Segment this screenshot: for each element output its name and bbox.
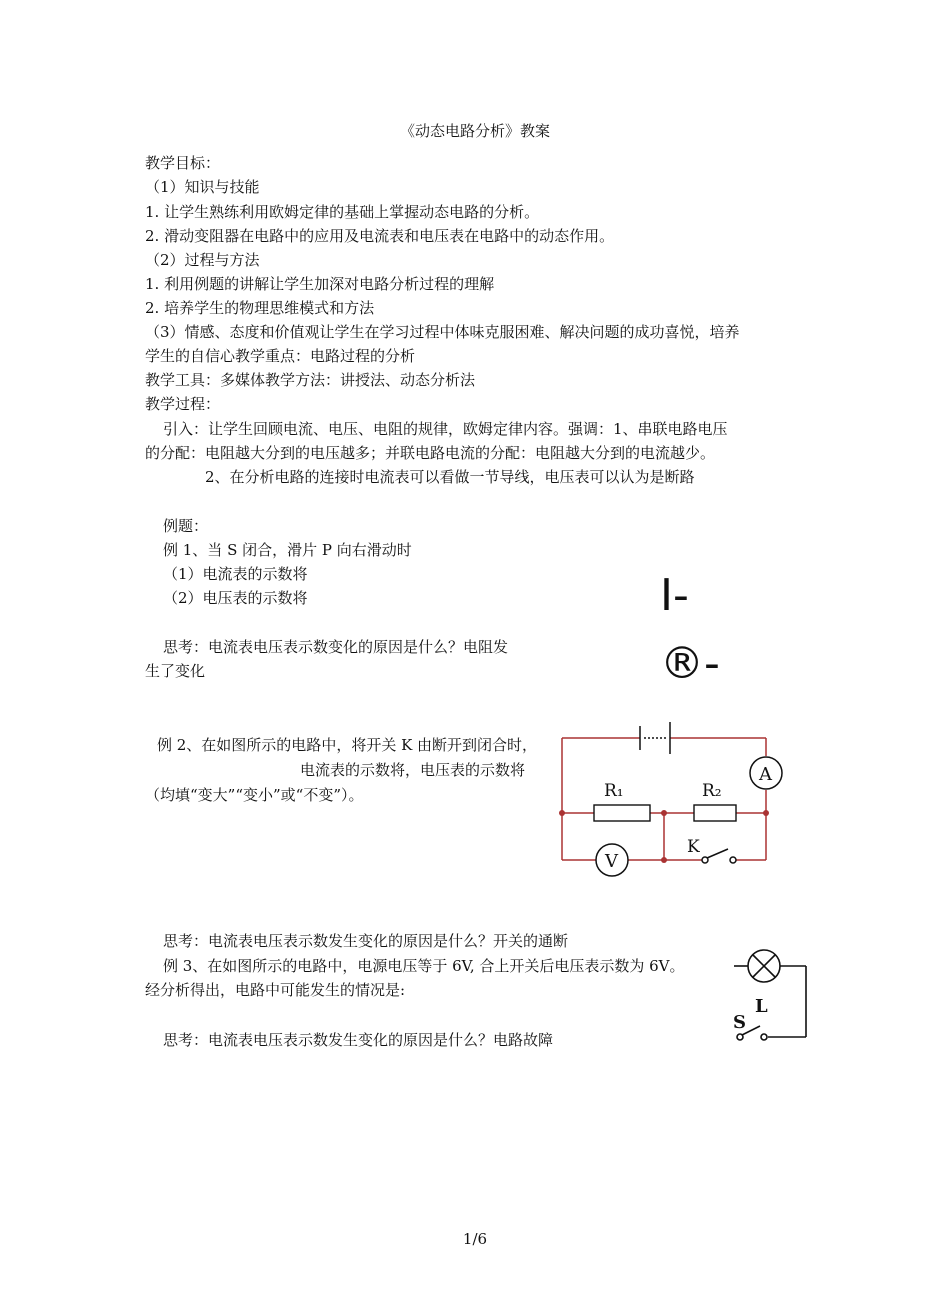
text-line: （1）知识与技能: [145, 178, 260, 196]
circuit-diagram-2: [550, 718, 790, 883]
example2-line: 电流表的示数将，电压表的示数将: [300, 761, 526, 779]
example3-line: 经分析得出，电路中可能发生的情况是:: [145, 981, 406, 999]
switch-label: K: [687, 837, 700, 857]
example2-line: （均填“变大”“变小”或“不变”）。: [145, 786, 364, 804]
example2-line: 例 2、在如图所示的电路中，将开关 K 由断开到闭合时，: [157, 736, 538, 754]
example3-think: 思考：电流表电压表示数发生变化的原因是什么？电路故障: [163, 1031, 554, 1049]
text-line: 教学目标：: [145, 154, 221, 172]
example1-q2: （2）电压表的示数将: [163, 589, 308, 607]
text-line: 的分配：电阻越大分到的电压越多；并联电路电流的分配：电阻越大分到的电流越少。: [145, 444, 716, 462]
document-title: 《动态电路分析》教案: [399, 122, 550, 140]
text-line: 教学过程：: [145, 395, 221, 413]
text-line: 2、在分析电路的连接时电流表可以看做一节导线，电压表可以认为是断路: [205, 468, 695, 486]
example1-think: 生了变化: [145, 662, 206, 680]
example1-think: 思考：电流表电压表示数变化的原因是什么？电阻发: [163, 638, 509, 656]
garbled-glyph: ®-: [660, 638, 720, 689]
example2-think: 思考：电流表电压表示数发生变化的原因是什么？开关的通断: [163, 932, 569, 950]
circuit-diagram-3: [730, 942, 815, 1050]
example3-line: 例 3、在如图所示的电路中，电源电压等于 6V, 合上开关后电压表示数为 6V。: [163, 957, 685, 975]
r1-label: R₁: [604, 781, 624, 801]
text-line: 教学工具：多媒体教学方法：讲授法、动态分析法: [145, 371, 476, 389]
example1-q1: （1）电流表的示数将: [163, 565, 308, 583]
lamp-label: L: [755, 996, 768, 1017]
text-line: 1. 利用例题的讲解让学生加深对电路分析过程的理解: [145, 275, 495, 293]
text-line: 引入：让学生回顾电流、电压、电阻的规律，欧姆定律内容。强调：1、串联电路电压: [163, 420, 728, 438]
ammeter-label: A: [759, 764, 772, 785]
page-number: 1/6: [462, 1230, 488, 1248]
r2-label: R₂: [702, 781, 722, 801]
switch-label: S: [733, 1012, 746, 1033]
switch-icon: [702, 849, 736, 863]
text-line: 1. 让学生熟练利用欧姆定律的基础上掌握动态电路的分析。: [145, 203, 540, 221]
example-heading: 例题：: [163, 517, 209, 535]
text-line: 2. 滑动变阻器在电路中的应用及电流表和电压表在电路中的动态作用。: [145, 227, 615, 245]
garbled-glyph: I-: [660, 570, 689, 621]
text-line: 2. 培养学生的物理思维模式和方法: [145, 299, 375, 317]
voltmeter-label: V: [605, 851, 618, 872]
example1-question: 例 1、当 S 闭合，滑片 P 向右滑动时: [163, 541, 412, 559]
text-line: （2）过程与方法: [145, 251, 260, 269]
text-line: （3）情感、态度和价值观让学生在学习过程中体味克服困难、解决问题的成功喜悦，培养: [145, 323, 740, 341]
text-line: 学生的自信心教学重点：电路过程的分析: [145, 347, 416, 365]
